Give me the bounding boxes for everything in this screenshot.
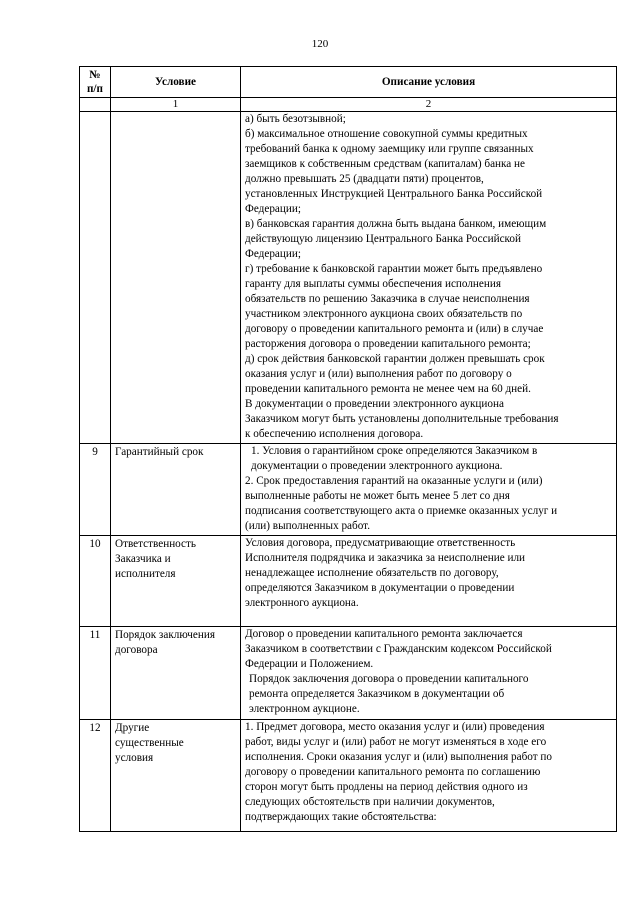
table-row-9	[80, 444, 617, 536]
header-description: Описание условия	[241, 67, 617, 98]
row-condition: Гарантийный срок	[111, 444, 241, 536]
row-number	[80, 112, 111, 444]
row-number: 11	[80, 627, 111, 720]
column-index-row	[80, 98, 617, 112]
row-description: Условия договора, предусматривающие ответственность Исполнителя подрядчика и заказчика за неисполнение или ненадлежащее исполнение обязательств по договору, определяются Заказчиком в документации о проведении электронного аукциона.	[241, 536, 617, 627]
row-description: а) быть безотзывной; б) максимальное отношение совокупной суммы кредитных требований банка к одному заемщику или группе связанных заемщиков к собственным средствам (капиталам) банка не должно превышать 25 (двадцати пяти) процентов, установленных Инструкцией Центрального Банка Российской Федерации; в) банковская гарантия должна быть выдана банком, имеющим действующую лицензию Центрального Банка Российской Федерации; г) требование к банковской гарантии может быть предъявлено гаранту для выплаты суммы обеспечения исполнения обязательств по решению Заказчика в случае неисполнения участником электронного аукциона своих обязательств по договору о проведении капитального ремонта и (или) в случае расторжения договора о проведении капитального ремонта; д) срок действия банковской гарантии должен превышать срок оказания услуг и (или) выполнения работ по договору о проведении капитального ремонта не менее чем на 60 дней. В документации о проведении электронного аукциона Заказчиком могут быть установлены дополнительные требования к обеспечению исполнения договора.	[241, 112, 617, 444]
row-description: 1. Предмет договора, место оказания услуг и (или) проведения работ, виды услуг и (или) работ не могут изменяться в ходе его исполнения. Сроки оказания услуг и (или) выполнения работ по договору о проведении капитального ремонта по соглашению сторон могут быть продлены на период действия одного из следующих обстоятельств при наличии документов, подтверждающих такие обстоятельства:	[241, 720, 617, 832]
header-number: № п/п	[80, 67, 111, 98]
table-row-continuation	[80, 112, 617, 444]
table-header-row	[80, 67, 617, 98]
row-number: 10	[80, 536, 111, 627]
row-condition: Порядок заключения договора	[111, 627, 241, 720]
conditions-table	[79, 66, 617, 832]
index-cell-1: 1	[111, 98, 241, 112]
row-number: 12	[80, 720, 111, 832]
index-cell-empty	[80, 98, 111, 112]
page-number: 120	[311, 38, 329, 50]
row-condition: Ответственность Заказчика и исполнителя	[111, 536, 241, 627]
table-row-12	[80, 720, 617, 832]
header-condition: Условие	[111, 67, 241, 98]
row-description: 1. Условия о гарантийном сроке определяются Заказчиком в документации о проведении электронного аукциона. 2. Срок предоставления гарантий на оказанные услуги и (или) выполненные работы не может быть менее 5 лет со дня подписания соответствующего акта о приемке оказанных услуг и (или) выполненных работ.	[241, 444, 617, 536]
index-cell-2: 2	[241, 98, 617, 112]
row-number: 9	[80, 444, 111, 536]
row-condition	[111, 112, 241, 444]
table-row-10	[80, 536, 617, 627]
row-description: Договор о проведении капитального ремонта заключается Заказчиком в соответствии с Гражданским кодексом Российской Федерации и Положением. Порядок заключения договора о проведении капитального ремонта определяется Заказчиком в документации об электронном аукционе.	[241, 627, 617, 720]
row-condition: Другие существенные условия	[111, 720, 241, 832]
table-row-11	[80, 627, 617, 720]
